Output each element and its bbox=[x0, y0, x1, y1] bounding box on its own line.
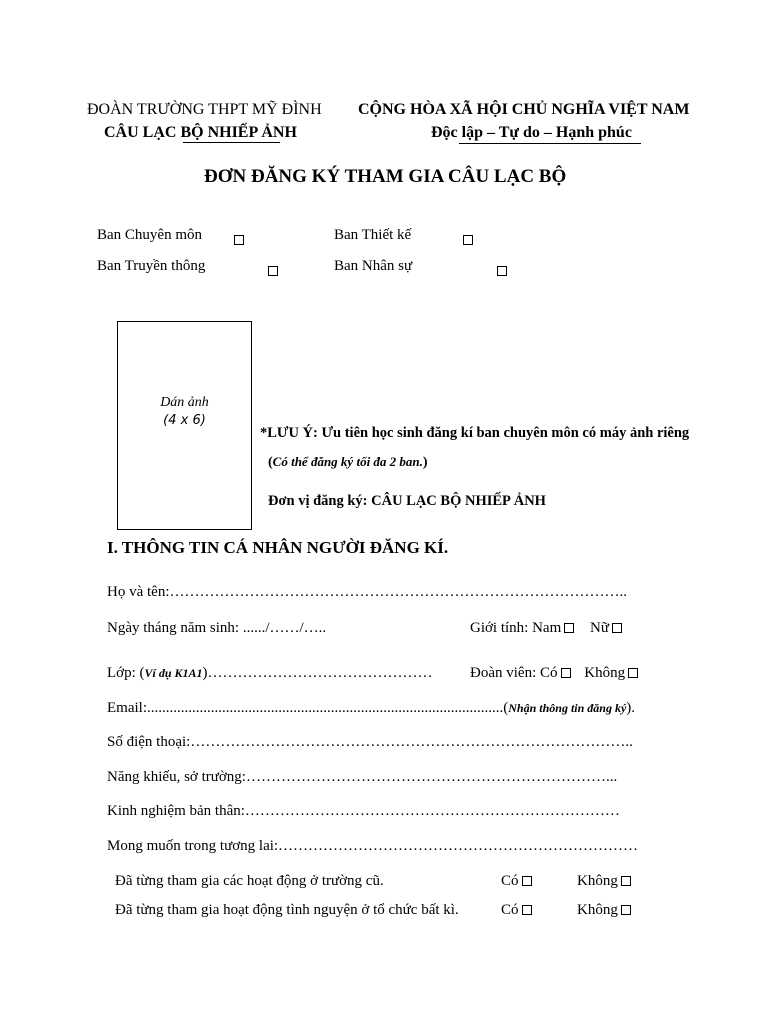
registering-unit bbox=[268, 493, 546, 510]
dept-label: Ban Nhân sự bbox=[334, 258, 413, 274]
dept-label: Ban Chuyên môn bbox=[97, 227, 202, 243]
dept-thiet-ke-checkbox[interactable] bbox=[463, 235, 473, 245]
full-name-field[interactable]: Họ và tên:……………………………………………………………………………….. bbox=[107, 584, 627, 600]
member-no-label: Không bbox=[584, 665, 626, 681]
email-note: Nhận thông tin đăng ký bbox=[508, 701, 627, 715]
dept-nhan-su[interactable] bbox=[334, 258, 412, 275]
priority-note: *LƯU Ý: Ưu tiên học sinh đăng kí ban chuyên môn có máy ảnh riêng bbox=[260, 425, 690, 441]
max-dept-note bbox=[268, 454, 428, 471]
experience-field[interactable]: Kinh nghiệm bản thân:………………………………………………………………… bbox=[107, 803, 620, 819]
class-field[interactable] bbox=[107, 665, 433, 682]
gender-male-label: Giới tính: Nam bbox=[470, 620, 562, 636]
dept-label: Ban Thiết kế bbox=[334, 227, 412, 243]
dept-chuyen-mon-checkbox[interactable] bbox=[234, 235, 244, 245]
motto-underline bbox=[459, 143, 641, 144]
gender-male-checkbox[interactable] bbox=[564, 623, 574, 633]
dept-truyen-thong-checkbox[interactable] bbox=[268, 266, 278, 276]
question-volunteer: Đã từng tham gia hoạt động tình nguyện ở tổ chức bất kì. bbox=[115, 902, 459, 918]
email-field[interactable] bbox=[107, 700, 635, 717]
club-name-underline bbox=[183, 142, 280, 143]
school-name: ĐOÀN TRƯỜNG THPT MỸ ĐÌNH bbox=[87, 101, 322, 118]
q2-no-checkbox[interactable] bbox=[621, 905, 631, 915]
photo-size: (4 x 6) bbox=[163, 413, 206, 428]
photo-label: Dán ảnh bbox=[160, 395, 209, 410]
dept-truyen-thong[interactable] bbox=[97, 258, 205, 275]
q1-no-checkbox[interactable] bbox=[621, 876, 631, 886]
phone-field[interactable]: Số điện thoại:…………………………………………………………………………….. bbox=[107, 734, 633, 750]
note-italic: Có thể đăng ký tối đa 2 ban. bbox=[272, 454, 423, 469]
dept-nhan-su-checkbox[interactable] bbox=[497, 266, 507, 276]
q1-yes bbox=[501, 873, 532, 890]
member-yes-label: Đoàn viên: Có bbox=[470, 665, 558, 681]
member-group bbox=[470, 665, 638, 682]
q2-no bbox=[577, 902, 631, 919]
q1-no bbox=[577, 873, 631, 890]
note-open: ( bbox=[268, 455, 273, 470]
gender-group bbox=[470, 620, 622, 637]
class-suffix: )……………………………………… bbox=[202, 665, 433, 681]
q1-yes-checkbox[interactable] bbox=[522, 876, 532, 886]
q2-yes-label: Có bbox=[501, 902, 519, 918]
q1-no-label: Không bbox=[577, 873, 618, 889]
q2-no-label: Không bbox=[577, 902, 618, 918]
email-prefix: Email:...............................................................................................( bbox=[107, 700, 509, 716]
section-heading: I. THÔNG TIN CÁ NHÂN NGƯỜI ĐĂNG KÍ. bbox=[107, 538, 449, 557]
form-title: ĐƠN ĐĂNG KÝ THAM GIA CÂU LẠC BỘ bbox=[204, 166, 567, 187]
unit-label: Đơn vị đăng ký bbox=[268, 493, 363, 509]
gender-female-checkbox[interactable] bbox=[612, 623, 622, 633]
q1-yes-label: Có bbox=[501, 873, 519, 889]
unit-value: : CÂU LẠC BỘ NHIẾP ẢNH bbox=[362, 493, 546, 509]
photo-placeholder[interactable] bbox=[117, 321, 252, 530]
nation-title: CỘNG HÒA XÃ HỘI CHỦ NGHĨA VIỆT NAM bbox=[358, 101, 690, 118]
class-prefix: Lớp: ( bbox=[107, 665, 145, 681]
member-no-checkbox[interactable] bbox=[628, 668, 638, 678]
member-yes-checkbox[interactable] bbox=[561, 668, 571, 678]
note-close: ) bbox=[422, 455, 428, 470]
nation-motto: Độc lập – Tự do – Hạnh phúc bbox=[431, 124, 632, 141]
club-name bbox=[104, 124, 297, 142]
dept-chuyen-mon[interactable] bbox=[97, 227, 202, 244]
dept-label: Ban Truyền thông bbox=[97, 258, 206, 274]
dob-field[interactable]: Ngày tháng năm sinh: ....../……/….. bbox=[107, 620, 327, 636]
class-example: Ví dụ K1A1 bbox=[144, 666, 203, 680]
dept-thiet-ke[interactable] bbox=[334, 227, 411, 244]
talent-field[interactable]: Năng khiếu, sở trường:………………………………………………………………... bbox=[107, 769, 618, 785]
q2-yes bbox=[501, 902, 532, 919]
email-suffix: ). bbox=[626, 700, 636, 716]
question-prev-school: Đã từng tham gia các hoạt động ở trường cũ. bbox=[115, 873, 384, 889]
gender-female-label: Nữ bbox=[590, 620, 609, 636]
wish-field[interactable]: Mong muốn trong tương lai:……………………………………………………………… bbox=[107, 838, 639, 854]
q2-yes-checkbox[interactable] bbox=[522, 905, 532, 915]
club-name-text: CÂU LẠC BỘ NHIẾP ẢNH bbox=[104, 124, 297, 141]
